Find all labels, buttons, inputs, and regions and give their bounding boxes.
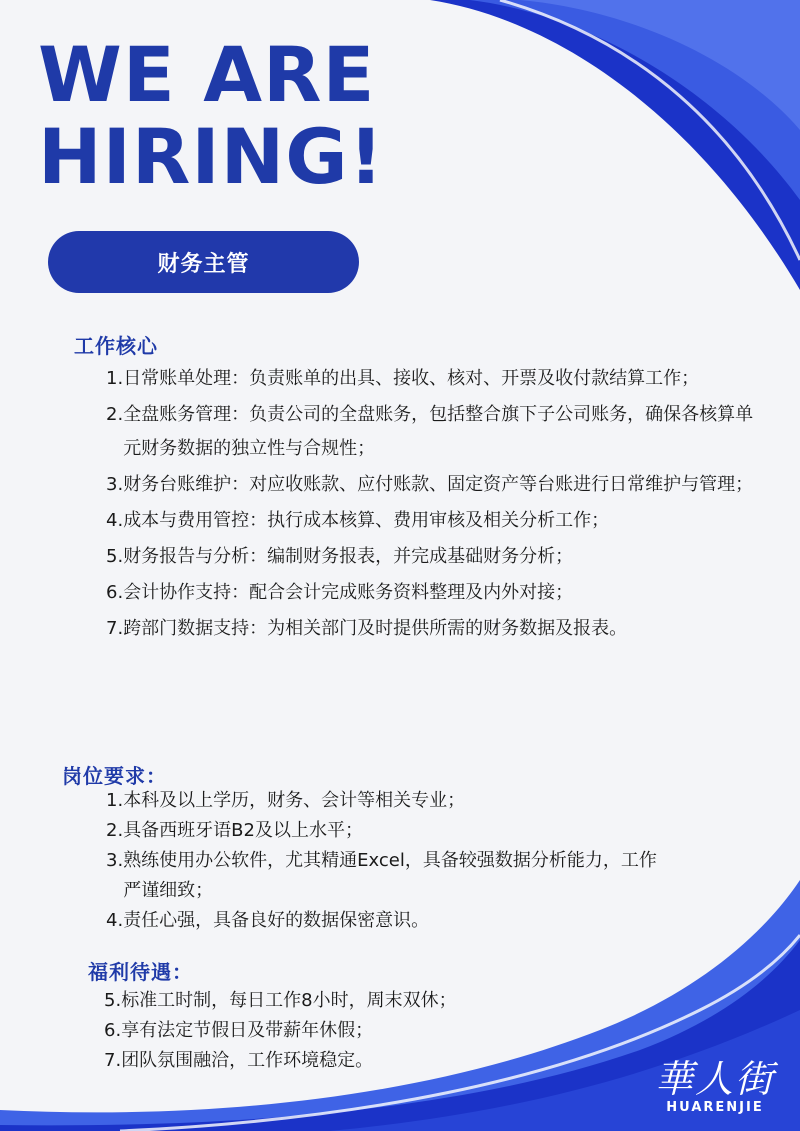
list-item (106, 398, 766, 466)
item-text: 熟练使用办公软件，尤其精通Excel，具备较强数据分析能力，工作严谨细致； (123, 850, 657, 901)
item-number: 2. (106, 404, 124, 425)
item-text: 全盘账务管理：负责公司的全盘账务，包括整合旗下子公司账务，确保各核算单元财务数据的独立性与合规性； (123, 404, 754, 459)
item-text: 具备西班牙语B2及以上水平； (123, 820, 363, 841)
item-text: 财务台账维护：对应收账款、应付账款、固定资产等台账进行日常维护与管理； (123, 474, 754, 495)
list-item (106, 846, 666, 906)
core-duties-list (106, 362, 766, 648)
item-number: 3. (106, 474, 124, 495)
item-number: 1. (106, 790, 124, 811)
section-title-benefits: 福利待遇： (88, 960, 193, 984)
list-item (104, 1046, 604, 1076)
item-number: 2. (106, 820, 124, 841)
list-item (106, 612, 766, 646)
list-item (104, 986, 604, 1016)
headline-line-1: WE ARE (38, 30, 376, 119)
list-item (106, 906, 666, 936)
item-number: 1. (106, 368, 124, 389)
item-number: 5. (106, 546, 124, 567)
item-text: 日常账单处理：负责账单的出具、接收、核对、开票及收付款结算工作； (123, 368, 700, 389)
list-item (106, 816, 666, 846)
list-item (106, 362, 766, 396)
logo-en-text: HUARENJIE (666, 1100, 764, 1115)
list-item (106, 540, 766, 574)
item-number: 5. (104, 990, 122, 1011)
logo-cn-text: 華人街 (654, 1057, 775, 1101)
item-text: 财务报告与分析：编制财务报表，并完成基础财务分析； (123, 546, 574, 567)
item-number: 7. (104, 1050, 122, 1071)
list-item (106, 576, 766, 610)
item-text: 跨部门数据支持：为相关部门及时提供所需的财务数据及报表。 (123, 618, 628, 639)
item-text: 团队氛围融洽，工作环境稳定。 (121, 1050, 374, 1071)
item-text: 责任心强，具备良好的数据保密意识。 (123, 910, 430, 931)
position-title-badge: 财务主管 (48, 231, 359, 293)
item-number: 4. (106, 510, 124, 531)
hiring-headline (38, 30, 385, 201)
item-number: 3. (106, 850, 124, 871)
item-number: 6. (106, 582, 124, 603)
section-title-core: 工作核心 (74, 334, 158, 358)
item-number: 4. (106, 910, 124, 931)
item-text: 本科及以上学历，财务、会计等相关专业； (123, 790, 466, 811)
item-text: 享有法定节假日及带薪年休假； (121, 1020, 374, 1041)
item-text: 成本与费用管控：执行成本核算、费用审核及相关分析工作； (123, 510, 610, 531)
headline-line-2: HIRING! (38, 112, 385, 201)
list-item (106, 504, 766, 538)
benefits-list (104, 986, 604, 1076)
list-item (106, 786, 666, 816)
requirements-list (106, 786, 666, 936)
item-number: 6. (104, 1020, 122, 1041)
item-number: 7. (106, 618, 124, 639)
section-title-requirements: 岗位要求： (62, 764, 167, 788)
list-item (106, 468, 766, 502)
item-text: 标准工时制，每日工作8小时，周末双休； (121, 990, 457, 1011)
list-item (104, 1016, 604, 1046)
item-text: 会计协作支持：配合会计完成账务资料整理及内外对接； (123, 582, 574, 603)
huarenjie-logo-icon (650, 1058, 780, 1122)
